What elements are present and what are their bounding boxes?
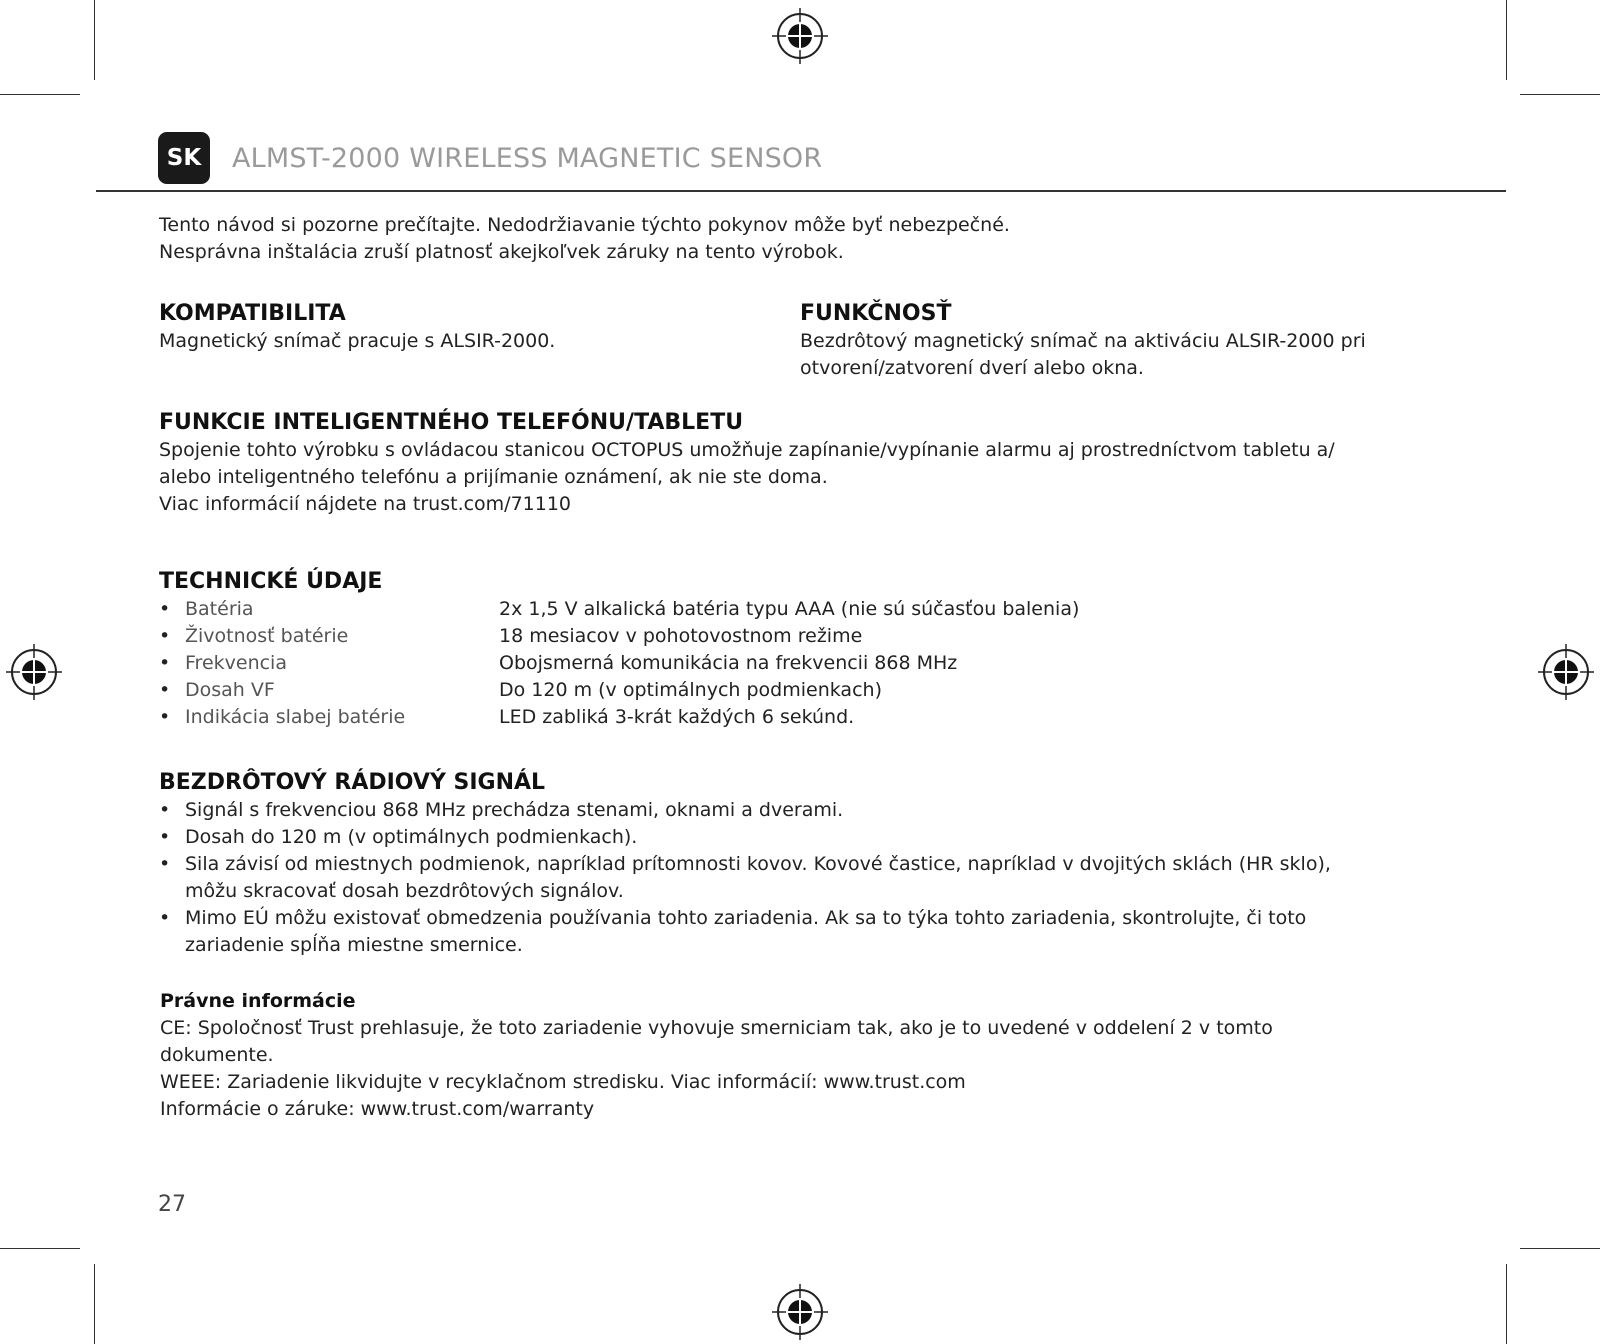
list-item-text: môžu skracovať dosah bezdrôtových signálov. <box>185 880 624 902</box>
section-text: otvorení/zatvorení dverí alebo okna. <box>800 357 1144 379</box>
legal-text: Informácie o záruke: www.trust.com/warranty <box>160 1098 595 1120</box>
list-item-text: Mimo EÚ môžu existovať obmedzenia používania tohto zariadenia. Ak sa to týka tohto zariadenia, skontrolujte, či toto <box>185 907 1307 929</box>
spec-value: 2x 1,5 V alkalická batéria typu AAA (nie sú súčasťou balenia) <box>499 598 1080 620</box>
bullet: • <box>159 679 171 701</box>
spec-row <box>159 623 1459 650</box>
spec-value: Obojsmerná komunikácia na frekvencii 868 MHz <box>499 652 958 674</box>
compatibility-section <box>159 300 759 355</box>
section-heading: BEZDRÔTOVÝ RÁDIOVÝ SIGNÁL <box>159 770 546 795</box>
crop-mark <box>1520 94 1600 95</box>
list-item <box>159 797 1499 824</box>
legal-section <box>160 988 1500 1123</box>
list-item <box>159 905 1499 959</box>
spec-label: Indikácia slabej batérie <box>185 706 406 728</box>
spec-row <box>159 650 1459 677</box>
header-divider <box>96 190 1506 192</box>
crop-mark <box>1520 1248 1600 1249</box>
smartphone-section <box>159 409 1499 518</box>
intro-line: Tento návod si pozorne prečítajte. Nedodržiavanie týchto pokynov môže byť nebezpečné. <box>159 214 1010 236</box>
bullet: • <box>159 625 171 647</box>
registration-mark-icon <box>772 1284 828 1340</box>
crop-mark <box>0 1248 80 1249</box>
radio-list <box>159 797 1499 959</box>
registration-mark-icon <box>1538 644 1594 700</box>
section-text: Spojenie tohto výrobku s ovládacou stanicou OCTOPUS umožňuje zapínanie/vypínanie alarmu aj prostredníctvom tabletu a/ <box>159 439 1335 461</box>
bullet: • <box>159 652 171 674</box>
list-item-text: Dosah do 120 m (v optimálnych podmienkach). <box>185 826 638 848</box>
list-item-text: Signál s frekvenciou 868 MHz prechádza stenami, oknami a dverami. <box>185 799 844 821</box>
registration-mark-icon <box>6 644 62 700</box>
crop-mark <box>1506 1264 1507 1344</box>
spec-label: Frekvencia <box>185 652 287 674</box>
radio-section <box>159 769 1499 959</box>
section-subheading: Právne informácie <box>160 990 356 1012</box>
crop-mark <box>0 94 80 95</box>
intro-text <box>159 212 1459 266</box>
page-header <box>158 132 822 184</box>
list-item <box>159 851 1499 905</box>
section-text: Viac informácií nájdete na trust.com/71110 <box>159 493 572 515</box>
section-text: Magnetický snímač pracuje s ALSIR-2000. <box>159 330 556 352</box>
bullet: • <box>159 907 171 929</box>
page-title: ALMST-2000 WIRELESS MAGNETIC SENSOR <box>232 142 823 174</box>
spec-value: Do 120 m (v optimálnych podmienkach) <box>499 679 882 701</box>
page-number: 27 <box>158 1192 186 1217</box>
legal-text: CE: Spoločnosť Trust prehlasuje, že toto zariadenie vyhovuje smerniciam tak, ako je to uvedené v oddelení 2 v tomto <box>160 1017 1273 1039</box>
list-item-text: zariadenie spĺňa miestne smernice. <box>185 934 523 956</box>
spec-label: Dosah VF <box>185 679 275 701</box>
crop-mark <box>94 1264 95 1344</box>
spec-label: Batéria <box>185 598 254 620</box>
crop-mark <box>94 0 95 80</box>
crop-mark <box>1506 0 1507 80</box>
functionality-section <box>800 300 1500 382</box>
section-text: Bezdrôtový magnetický snímač na aktiváciu ALSIR-2000 pri <box>800 330 1366 352</box>
section-heading: FUNKČNOSŤ <box>800 301 952 326</box>
registration-mark-icon <box>772 8 828 64</box>
bullet: • <box>159 826 171 848</box>
specs-list <box>159 596 1459 731</box>
bullet: • <box>159 799 171 821</box>
legal-text: WEEE: Zariadenie likvidujte v recyklačnom stredisku. Viac informácií: www.trust.com <box>160 1071 966 1093</box>
language-badge: SK <box>158 132 210 184</box>
spec-row <box>159 704 1459 731</box>
spec-row <box>159 677 1459 704</box>
spec-value: LED zabliká 3-krát každých 6 sekúnd. <box>499 706 855 728</box>
list-item <box>159 824 1499 851</box>
section-heading: TECHNICKÉ ÚDAJE <box>159 569 383 594</box>
spec-label: Životnosť batérie <box>185 625 349 647</box>
spec-value: 18 mesiacov v pohotovostnom režime <box>499 625 863 647</box>
list-item-text: Sila závisí od miestnych podmienok, napríklad prítomnosti kovov. Kovové častice, napríklad v dvojitých sklách (HR sklo), <box>185 853 1331 875</box>
bullet: • <box>159 853 171 875</box>
section-text: alebo inteligentného telefónu a prijímanie oznámení, ak nie ste doma. <box>159 466 828 488</box>
spec-row <box>159 596 1459 623</box>
intro-line: Nesprávna inštalácia zruší platnosť akejkoľvek záruky na tento výrobok. <box>159 241 844 263</box>
legal-text: dokumente. <box>160 1044 274 1066</box>
specs-section <box>159 568 1459 731</box>
section-heading: KOMPATIBILITA <box>159 301 346 326</box>
section-heading: FUNKCIE INTELIGENTNÉHO TELEFÓNU/TABLETU <box>159 410 744 435</box>
bullet: • <box>159 598 171 620</box>
bullet: • <box>159 706 171 728</box>
